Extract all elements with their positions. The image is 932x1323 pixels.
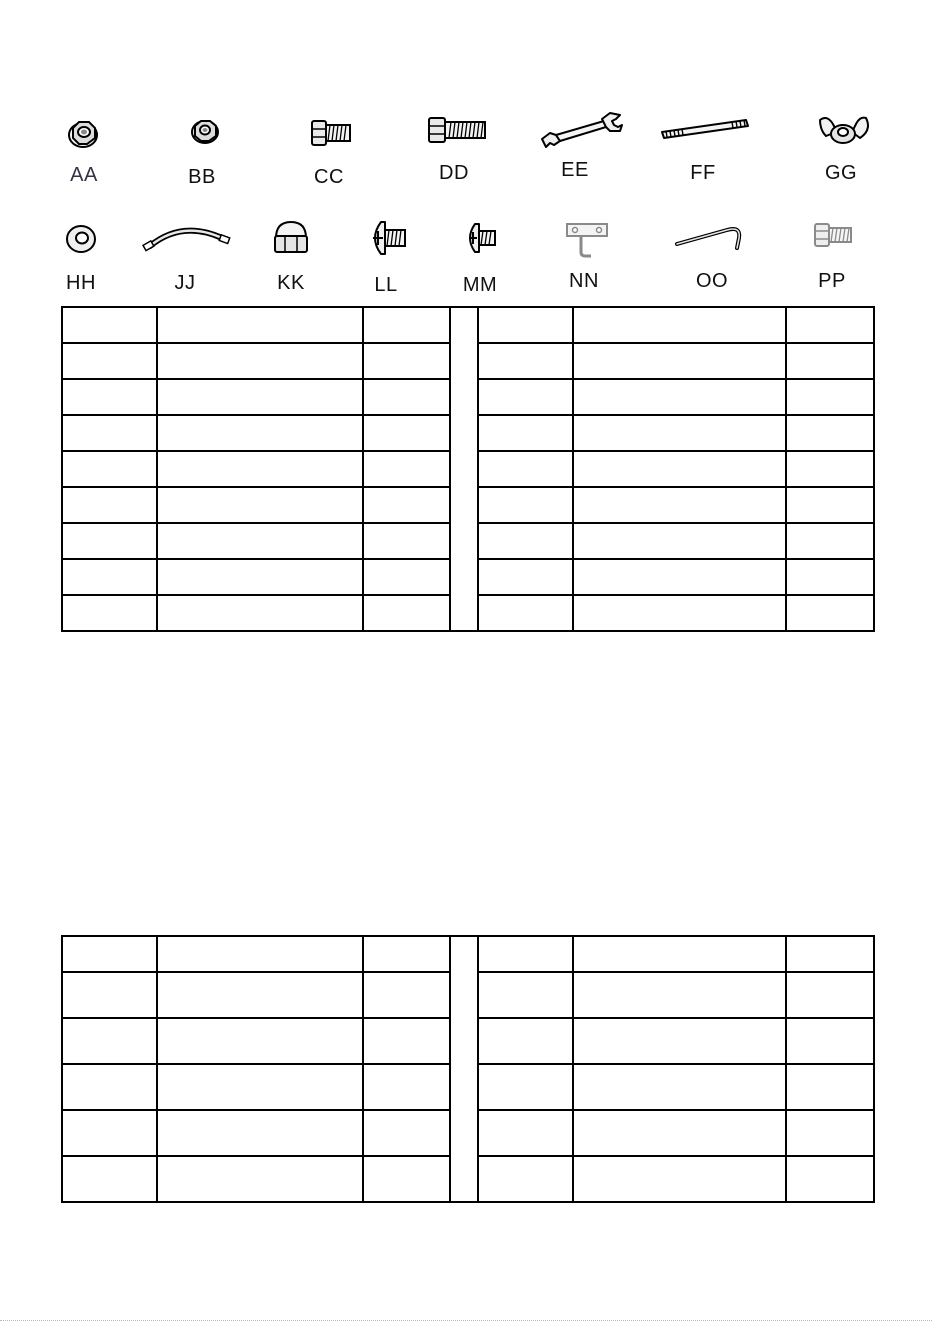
table-divider-cell bbox=[450, 1156, 478, 1202]
table-cell bbox=[157, 1064, 363, 1110]
table-cell bbox=[478, 559, 573, 595]
acorn-nut-icon bbox=[236, 218, 346, 278]
table-cell bbox=[62, 1018, 157, 1064]
table-cell bbox=[157, 972, 363, 1018]
table-row bbox=[62, 487, 874, 523]
hardware-label-aa: AA bbox=[70, 164, 98, 186]
table-cell bbox=[786, 595, 874, 631]
table-cell bbox=[363, 972, 450, 1018]
table-row bbox=[62, 1018, 874, 1064]
threaded-rod-icon bbox=[648, 110, 758, 170]
table-row bbox=[62, 451, 874, 487]
table-cell bbox=[478, 307, 573, 343]
hardware-label-oo: OO bbox=[695, 270, 729, 292]
table-cell bbox=[478, 379, 573, 415]
table-cell bbox=[363, 1110, 450, 1156]
table-cell bbox=[573, 523, 786, 559]
table-cell bbox=[157, 415, 363, 451]
table-cell bbox=[157, 559, 363, 595]
table-cell bbox=[363, 523, 450, 559]
table-cell bbox=[478, 1064, 573, 1110]
table-cell bbox=[157, 379, 363, 415]
table-row bbox=[62, 1110, 874, 1156]
parts-table-2 bbox=[61, 935, 875, 1203]
hardware-label-bb: BB bbox=[188, 166, 216, 188]
table-divider-cell bbox=[450, 523, 478, 559]
table-row bbox=[62, 523, 874, 559]
table-cell bbox=[478, 936, 573, 972]
table-cell bbox=[786, 307, 874, 343]
table-cell bbox=[573, 415, 786, 451]
table-cell bbox=[786, 1064, 874, 1110]
table-row bbox=[62, 379, 874, 415]
table-row bbox=[62, 559, 874, 595]
hardware-label-hh: HH bbox=[66, 272, 96, 294]
long-hex-bolt-icon bbox=[399, 110, 509, 170]
table-cell bbox=[157, 595, 363, 631]
table-cell bbox=[157, 1156, 363, 1202]
table-cell bbox=[478, 1156, 573, 1202]
table-cell bbox=[786, 415, 874, 451]
washer-icon bbox=[26, 218, 136, 278]
table-cell bbox=[478, 487, 573, 523]
table-cell bbox=[573, 1110, 786, 1156]
table-cell bbox=[62, 487, 157, 523]
table-cell bbox=[573, 1156, 786, 1202]
hardware-label-ee: EE bbox=[561, 159, 589, 181]
table-cell bbox=[478, 595, 573, 631]
table-cell bbox=[786, 1018, 874, 1064]
hardware-label-cc: CC bbox=[314, 166, 344, 188]
table-row bbox=[62, 972, 874, 1018]
table-cell bbox=[573, 972, 786, 1018]
table-divider-cell bbox=[450, 559, 478, 595]
table-divider-cell bbox=[450, 487, 478, 523]
table-cell bbox=[573, 379, 786, 415]
table-cell bbox=[786, 343, 874, 379]
table-cell bbox=[157, 343, 363, 379]
table-row bbox=[62, 595, 874, 631]
table-cell bbox=[786, 487, 874, 523]
table-cell bbox=[786, 1156, 874, 1202]
hardware-label-ll: LL bbox=[374, 274, 398, 296]
table-cell bbox=[573, 1018, 786, 1064]
table-divider-cell bbox=[450, 451, 478, 487]
table-cell bbox=[786, 523, 874, 559]
table-row bbox=[62, 307, 874, 343]
table-cell bbox=[62, 415, 157, 451]
table-cell bbox=[786, 936, 874, 972]
table-cell bbox=[62, 1064, 157, 1110]
table-row bbox=[62, 343, 874, 379]
cable-icon bbox=[130, 218, 240, 278]
table-cell bbox=[786, 972, 874, 1018]
table-row bbox=[62, 415, 874, 451]
table-cell bbox=[363, 936, 450, 972]
table-cell bbox=[62, 559, 157, 595]
parts-table-1-body bbox=[62, 307, 874, 631]
hardware-label-gg: GG bbox=[824, 162, 858, 184]
table-cell bbox=[363, 451, 450, 487]
hardware-label-ff: FF bbox=[690, 162, 716, 184]
table-cell bbox=[157, 936, 363, 972]
table-divider-cell bbox=[450, 307, 478, 343]
parts-table-1 bbox=[61, 306, 875, 632]
table-cell bbox=[157, 307, 363, 343]
table-cell bbox=[573, 487, 786, 523]
table-cell bbox=[786, 451, 874, 487]
table-cell bbox=[573, 343, 786, 379]
table-cell bbox=[786, 379, 874, 415]
hardware-label-dd: DD bbox=[439, 162, 469, 184]
table-cell bbox=[363, 1018, 450, 1064]
table-divider-cell bbox=[450, 936, 478, 972]
table-cell bbox=[157, 1110, 363, 1156]
table-divider-cell bbox=[450, 972, 478, 1018]
short-hex-bolt-icon bbox=[274, 110, 384, 170]
table-cell bbox=[478, 1018, 573, 1064]
hardware-label-pp: PP bbox=[818, 270, 846, 292]
table-cell bbox=[573, 559, 786, 595]
table-cell bbox=[363, 595, 450, 631]
table-divider-cell bbox=[450, 343, 478, 379]
table-row bbox=[62, 1064, 874, 1110]
table-cell bbox=[62, 379, 157, 415]
parts-table-2-body bbox=[62, 936, 874, 1202]
table-cell bbox=[363, 343, 450, 379]
table-cell bbox=[62, 1156, 157, 1202]
table-cell bbox=[573, 595, 786, 631]
table-cell bbox=[62, 307, 157, 343]
table-cell bbox=[157, 487, 363, 523]
table-cell bbox=[573, 451, 786, 487]
table-cell bbox=[62, 972, 157, 1018]
table-cell bbox=[363, 379, 450, 415]
table-cell bbox=[62, 343, 157, 379]
table-cell bbox=[478, 523, 573, 559]
table-divider-cell bbox=[450, 595, 478, 631]
table-row bbox=[62, 1156, 874, 1202]
page-bottom-edge bbox=[0, 1320, 932, 1321]
wing-nut-icon bbox=[786, 110, 896, 170]
table-cell bbox=[786, 559, 874, 595]
table-cell bbox=[363, 1156, 450, 1202]
table-cell bbox=[157, 451, 363, 487]
hardware-label-mm: MM bbox=[462, 274, 498, 296]
table-divider-cell bbox=[450, 1110, 478, 1156]
table-cell bbox=[62, 936, 157, 972]
table-divider-cell bbox=[450, 1064, 478, 1110]
table-cell bbox=[62, 523, 157, 559]
table-cell bbox=[478, 343, 573, 379]
table-cell bbox=[363, 415, 450, 451]
table-cell bbox=[363, 1064, 450, 1110]
small-phillips-screw-icon bbox=[425, 218, 535, 278]
table-cell bbox=[573, 307, 786, 343]
table-cell bbox=[478, 415, 573, 451]
table-cell bbox=[62, 451, 157, 487]
table-cell bbox=[478, 1110, 573, 1156]
table-cell bbox=[363, 559, 450, 595]
table-cell bbox=[157, 523, 363, 559]
table-cell bbox=[786, 1110, 874, 1156]
table-cell bbox=[478, 972, 573, 1018]
table-cell bbox=[62, 1110, 157, 1156]
table-cell bbox=[573, 936, 786, 972]
hardware-label-kk: KK bbox=[277, 272, 305, 294]
hardware-label-jj: JJ bbox=[174, 272, 196, 294]
table-divider-cell bbox=[450, 415, 478, 451]
table-divider-cell bbox=[450, 379, 478, 415]
hex-bolt-icon bbox=[777, 218, 887, 278]
wrench-icon bbox=[520, 105, 630, 165]
table-cell bbox=[62, 595, 157, 631]
table-cell bbox=[363, 487, 450, 523]
table-cell bbox=[478, 451, 573, 487]
hardware-label-nn: NN bbox=[569, 270, 599, 292]
table-cell bbox=[573, 1064, 786, 1110]
flange-nut-icon bbox=[29, 110, 139, 170]
table-divider-cell bbox=[450, 1018, 478, 1064]
bracket-icon bbox=[529, 218, 639, 278]
table-cell bbox=[363, 307, 450, 343]
table-cell bbox=[157, 1018, 363, 1064]
table-row bbox=[62, 936, 874, 972]
hook-icon bbox=[657, 218, 767, 278]
small-flange-nut-icon bbox=[147, 110, 257, 170]
